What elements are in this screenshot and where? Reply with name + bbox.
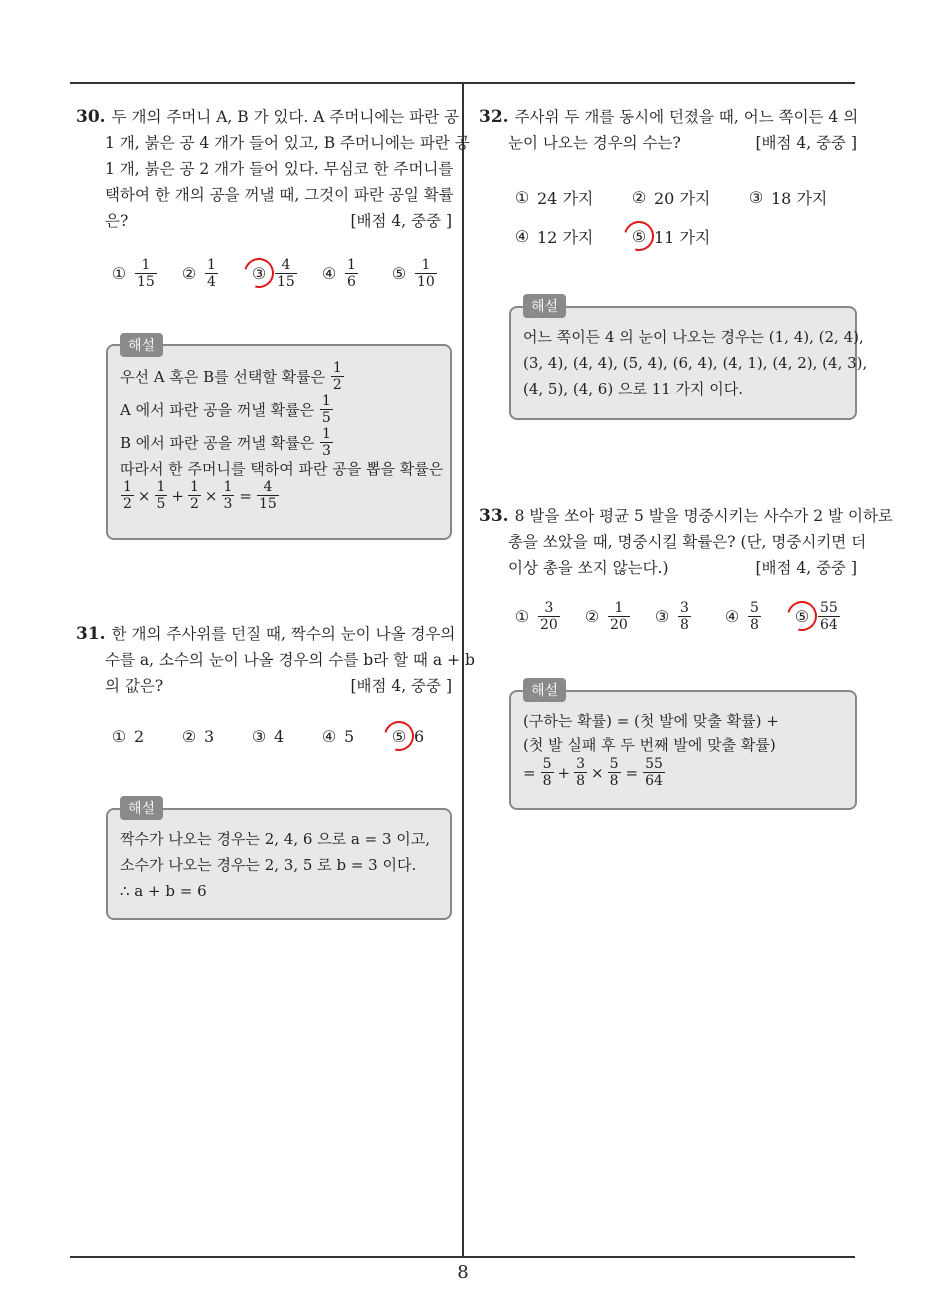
score-meta: [배점 4, 중중 ] [755,559,857,577]
choice-4[interactable]: ④ $\frac{1}{6}$ [321,257,356,290]
question-number: 31. [76,624,106,644]
question-31 [76,621,475,699]
answer-mark: ⑤ [631,227,647,246]
choice-1[interactable]: ① 2 [111,727,145,746]
question-30 [76,104,470,234]
choice-5[interactable]: ⑤ 11 가지 [631,227,711,247]
question-32 [479,104,857,156]
answer-mark: ⑤ [794,607,810,626]
question-text: 눈이 나오는 경우의 수는? [508,134,681,152]
question-text: 주사위 두 개를 동시에 던졌을 때, 어느 쪽이든 4 의 [514,108,859,126]
page-number: 8 [457,1262,469,1283]
question-text: 8 발을 쏘아 평균 5 발을 명중시키는 사수가 2 발 이하로 [514,507,893,525]
solution-box-32: 어느 쪽이든 4 의 눈이 나오는 경우는 (1, 4), (2, 4), (3, 4), (4, 4), (5, 4), (6, 4), (4, 1), (4, 2), (4, 3), (4, 5), (4, 6) 으로 11 가지 이다. [509,306,857,420]
choice-2[interactable]: ② $\frac{1}{4}$ [181,257,216,290]
choice-2[interactable]: ② $\frac{1}{20}$ [584,600,628,633]
choice-1[interactable]: ① $\frac{1}{15}$ [111,257,155,290]
choice-5[interactable]: ⑤ 6 [391,727,425,746]
solution-tag: 해설 [523,294,566,318]
answer-mark: ⑤ [391,727,407,746]
choice-1[interactable]: ① $\frac{3}{20}$ [514,600,558,633]
solution-tag: 해설 [523,678,566,702]
solution-tag: 해설 [120,796,163,820]
question-text: 의 값은? [105,677,164,695]
score-meta: [배점 4, 중중 ] [350,677,452,695]
question-text: 택하여 한 개의 공을 꺼낼 때, 그것이 파란 공일 확률 [105,186,454,204]
solution-box-31: 짝수가 나오는 경우는 2, 4, 6 으로 a = 3 이고, 소수가 나오는 경우는 2, 3, 5 로 b = 3 이다. ∴ a + b = 6 [106,808,452,920]
question-text: 두 개의 주머니 A, B 가 있다. A 주머니에는 파란 공 [111,108,460,126]
question-33 [479,503,893,581]
choice-3[interactable]: ③ $\frac{4}{15}$ [251,257,295,290]
question-text: 한 개의 주사위를 던질 때, 짝수의 눈이 나올 경우의 [111,625,456,643]
solution-tag: 해설 [120,333,163,357]
question-number: 32. [479,107,509,127]
question-text: 1 개, 붉은 공 2 개가 들어 있다. 무심코 한 주머니를 [105,160,454,178]
choice-4[interactable]: ④ 12 가지 [514,227,594,247]
choice-3[interactable]: ③ 18 가지 [748,188,828,208]
question-number: 33. [479,506,509,526]
score-meta: [배점 4, 중중 ] [755,134,857,152]
choice-4[interactable]: ④ 5 [321,727,355,746]
choice-2[interactable]: ② 20 가지 [631,188,711,208]
choice-5[interactable]: ⑤ $\frac{55}{64}$ [794,600,838,633]
question-text: 이상 총을 쏘지 않는다.) [508,559,669,577]
choice-3[interactable]: ③ $\frac{3}{8}$ [654,600,689,633]
choice-2[interactable]: ② 3 [181,727,215,746]
choice-4[interactable]: ④ $\frac{5}{8}$ [724,600,759,633]
choice-3[interactable]: ③ 4 [251,727,285,746]
question-text: 1 개, 붉은 공 4 개가 들어 있고, B 주머니에는 파란 공 [105,134,470,152]
bottom-rule [70,1256,855,1258]
answer-mark: ③ [251,264,267,283]
question-number: 30. [76,107,106,127]
choice-1[interactable]: ① 24 가지 [514,188,594,208]
question-text: 총을 쏘았을 때, 명중시킬 확률은? (단, 명중시키면 더 [508,533,867,551]
solution-box-30: 우선 A 혹은 B를 선택할 확률은 $\frac{1}{2}$ A 에서 파란 공을 꺼낼 확률은 $\frac{1}{5}$ B 에서 파란 공을 꺼낼 확률은 $\frac{1}{3}$ 따라서 한 주머니를 택하여 파란 공을 뽑을 확률은 $\frac{1}{2}$ × $\frac{1}{5}$ + $\frac{1}{2}$ × $\frac{1}{3}$ = $\frac{4}{15}$ [106,344,452,540]
solution-equation: $\frac{1}{2}$ × $\frac{1}{5}$ + $\frac{1}{2}$ × $\frac{1}{3}$ = $\frac{4}{15}$ [123,479,277,512]
solution-equation: = $\frac{5}{8}$ + $\frac{3}{8}$ × $\frac{5}{8}$ = $\frac{55}{64}$ [523,756,663,789]
question-text: 은? [105,212,129,230]
score-meta: [배점 4, 중중 ] [350,212,452,230]
solution-box-33: (구하는 확률) = (첫 발에 맞출 확률) + (첫 발 실패 후 두 번째 발에 맞출 확률) = $\frac{5}{8}$ + $\frac{3}{8}$ × $\frac{5}{8}$ = $\frac{55}{64}$ [509,690,857,810]
choice-5[interactable]: ⑤ $\frac{1}{10}$ [391,257,435,290]
question-text: 수를 a, 소수의 눈이 나올 경우의 수를 b라 할 때 a + b [105,651,475,669]
